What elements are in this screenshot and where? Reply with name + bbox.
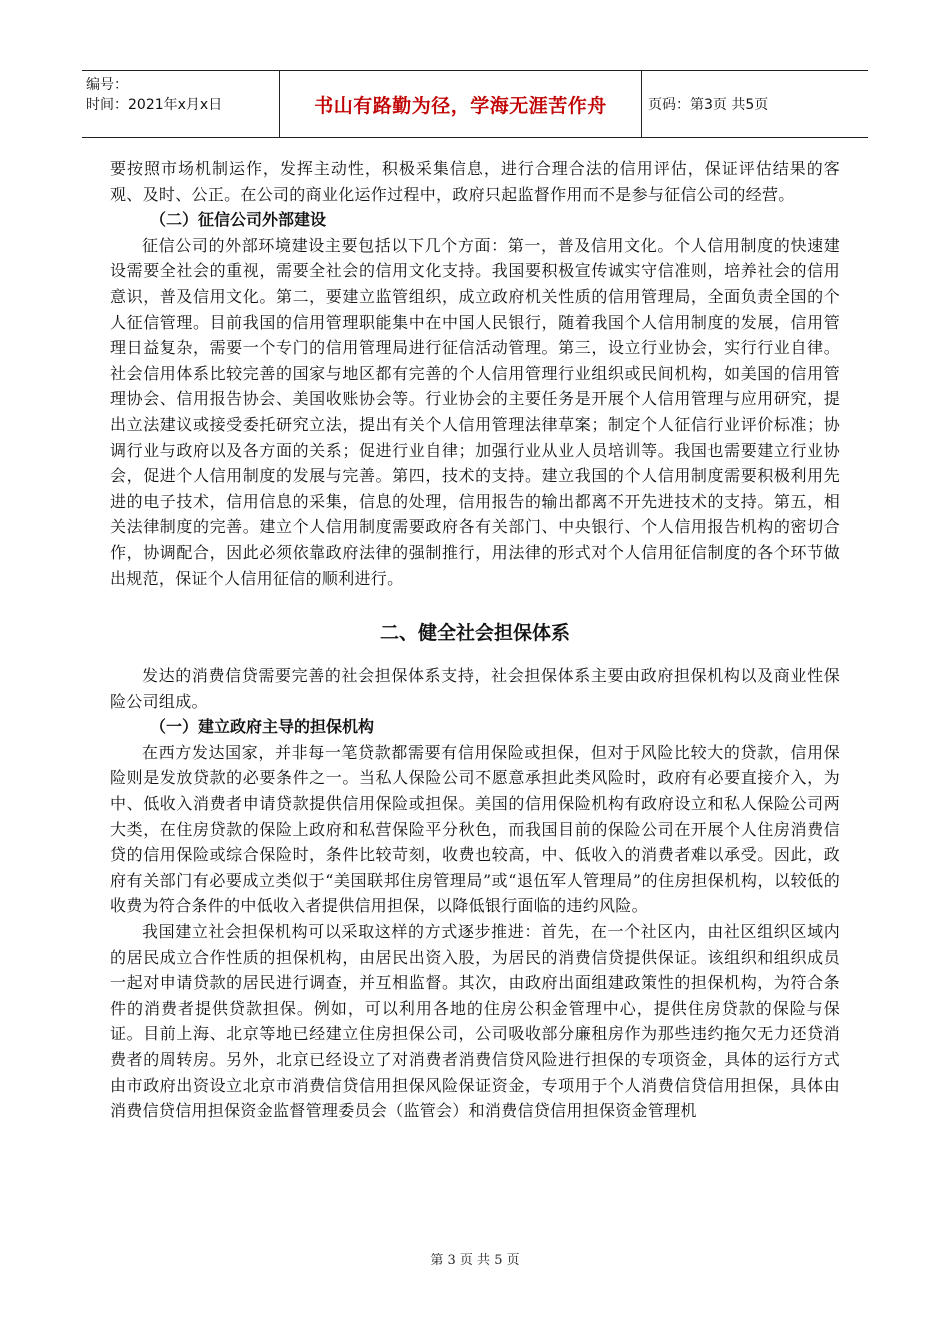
section-title: 二、健全社会担保体系 (379, 622, 570, 645)
header-meta (82, 71, 280, 137)
header-code: 编号： (86, 77, 128, 93)
header-motto: 书山有路勤为径，学海无涯苦作舟 (280, 71, 642, 137)
document-body (110, 156, 840, 1124)
paragraph-2: 征信公司的外部环境建设主要包括以下几个方面：第一，普及信用文化。个人信用制度的快速建设需要全社会的重视，需要全社会的信用文化支持。我国要积极宣传诚实守信准则，培养社会的信用意识，普及信用文化。第二，要建立监管组织，成立政府机关性质的信用管理局，全面负责全国的个人征信管理。目前我国的信用管理职能集中在中国人民银行，随着我国个人信用制度的发展，信用管理日益复杂，需要一个专门的信用管理局进行征信活动管理。第三，设立行业协会，实行行业自律。社会信用体系比较完善的国家与地区都有完善的个人信用管理行业组织或民间机构，如美国的信用管理协会、信用报告协会、美国收账协会等。行业协会的主要任务是开展个人信用管理与应用研究，提出立法建议或接受委托研究立法，提出有关个人信用管理法律草案；制定个人征信行业评价标准；协调行业与政府以及各方面的关系；促进行业自律；加强行业从业人员培训等。我国也需要建立行业协会，促进个人信用制度的发展与完善。第四，技术的支持。建立我国的个人信用制度需要积极利用先进的电子技术，信用信息的采集，信息的处理，信用报告的输出都离不开先进技术的支持。第五，相关法律制度的完善。建立个人信用制度需要政府各有关部门、中央银行、个人信用报告机构的密切合作，协调配合，因此必须依靠政府法律的强制推行，用法律的形式对个人信用征信制度的各个环节做出规范，保证个人信用征信的顺利进行。 (110, 235, 840, 588)
subheading-1: （二）征信公司外部建设 (150, 210, 327, 230)
header-page-info: 页码：第3页 共5页 (648, 97, 769, 113)
paragraph-5: 我国建立社会担保机构可以采取这样的方式逐步推进：首先，在一个社区内，由社区组织区域内的居民成立合作性质的担保机构，由居民出资入股，为居民的消费信贷提供保证。该组织和组织成员一起对申请贷款的居民进行调查，并互相监督。其次，由政府出面组建政策性的担保机构，为符合条件的消费者提供贷款担保。例如，可以利用各地的住房公积金管理中心，提供住房贷款的保险与保证。目前上海、北京等地已经建立住房担保公司，公司吸收部分廉租房作为那些违约拖欠无力还贷消费者的周转房。另外，北京已经设立了对消费者消费信贷风险进行担保的专项资金，具体的运行方式由市政府出资设立北京市消费信贷信用担保风险保证资金，专项用于个人消费信贷信用担保，具体由消费信贷信用担保资金监督管理委员会（监管会）和消费信贷信用担保资金管理机 (110, 922, 840, 1121)
page-footer: 第 3 页 共 5 页 (430, 1253, 520, 1268)
paragraph-4: 在西方发达国家，并非每一笔贷款都需要有信用保险或担保，但对于风险比较大的贷款，信用保险则是发放贷款的必要条件之一。当私人保险公司不愿意承担此类风险时，政府有必要直接介入，为中、低收入消费者申请贷款提供信用保险或担保。美国的信用保险机构有政府设立和私人保险公司两大类，在住房贷款的保险上政府和私营保险平分秋色，而我国目前的保险公司在开展个人住房消费信贷的信用保险或综合保险时，条件比较苛刻，收费也较高，中、低收入的消费者难以承受。因此，政府有关部门有必要成立类似于“美国联邦住房管理局”或“退伍军人管理局”的住房担保机构，以较低的收费为符合条件的中低收入者提供信用担保，以降低银行面临的违约风险。 (110, 742, 840, 916)
paragraph-1: 要按照市场机制运作，发挥主动性，积极采集信息，进行合理合法的信用评估，保证评估结果的客观、及时、公正。在公司的商业化运作过程中，政府只起监督作用而不是参与征信公司的经营。 (110, 159, 840, 204)
paragraph-3: 发达的消费信贷需要完善的社会担保体系支持，社会担保体系主要由政府担保机构以及商业性保险公司组成。 (110, 666, 840, 711)
page-header (82, 70, 868, 138)
header-date: 时间：2021年x月x日 (86, 97, 223, 113)
subheading-2: （一）建立政府主导的担保机构 (150, 717, 375, 737)
